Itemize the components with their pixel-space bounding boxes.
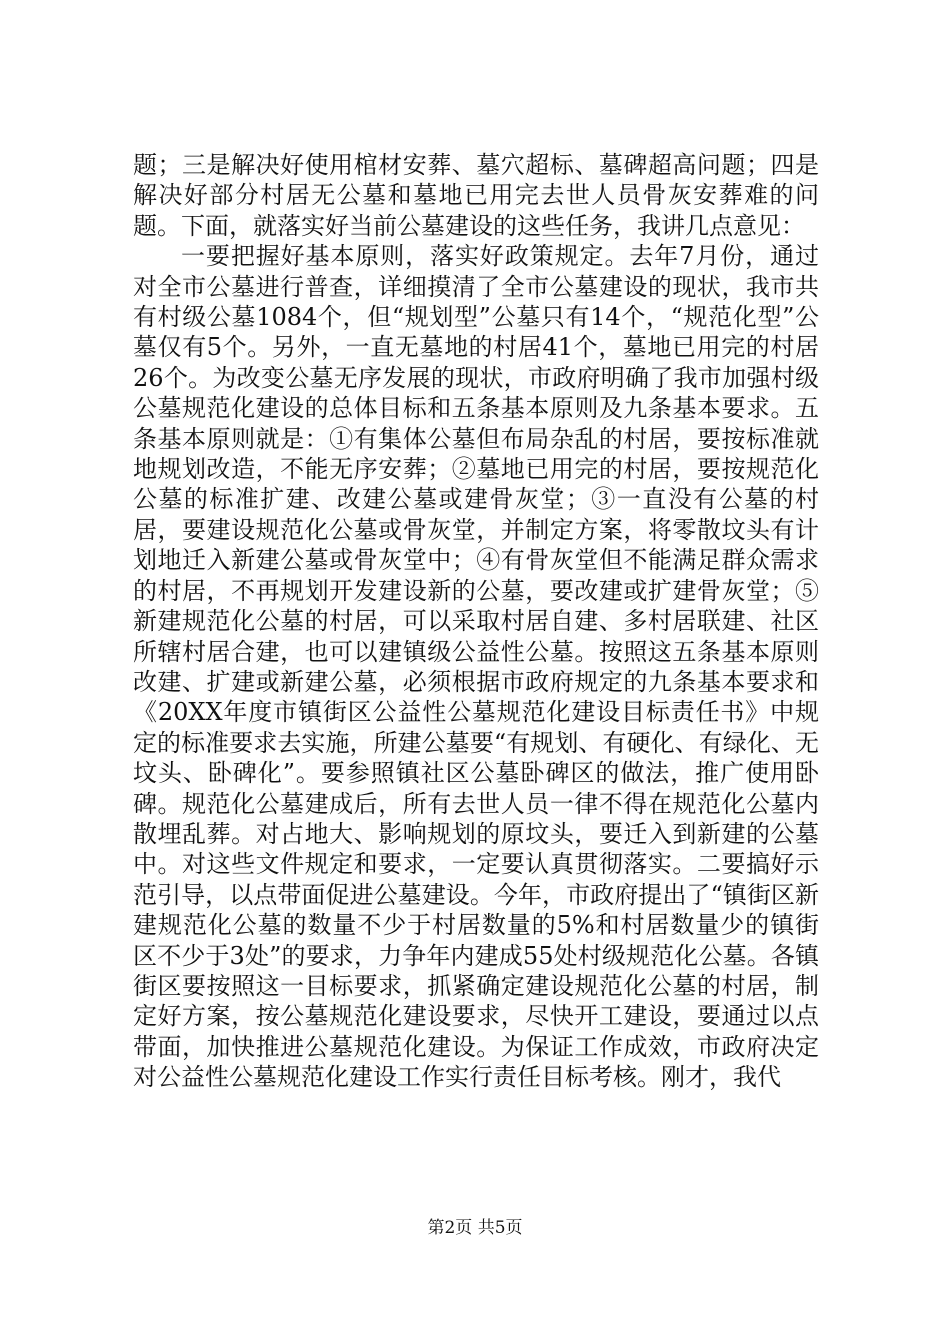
page-number-footer: 第2页 共5页: [427, 1218, 523, 1238]
paragraph-principles: 一要把握好基本原则，落实好政策规定。去年7月份，通过对全市公墓进行普查，详细摸清了全市公墓建设的现状，我市共有村级公墓1084个，但“规划型”公墓只有14个，“规范化型”公墓仅有5个。另外，一直无墓地的村居41个，墓地已用完的村居26个。为改变公墓无序发展的现状，市政府明确了我市加强村级公墓规范化建设的总体目标和五条基本原则及九条基本要求。五条基本原则就是：①有集体公墓但布局杂乱的村居，要按标准就地规划改造，不能无序安葬；②墓地已用完的村居，要按规范化公墓的标准扩建、改建公墓或建骨灰堂；③一直没有公墓的村居，要建设规范化公墓或骨灰堂，并制定方案，将零散坟头有计划地迁入新建公墓或骨灰堂中；④有骨灰堂但不能满足群众需求的村居，不再规划开发建设新的公墓，要改建或扩建骨灰堂；⑤新建规范化公墓的村居，可以采取村居自建、多村居联建、社区所辖村居合建，也可以建镇级公益性公墓。按照这五条基本原则改建、扩建或新建公墓，必须根据市政府规定的九条基本要求和《20XX年度市镇街区公益性公墓规范化建设目标责任书》中规定的标准要求去实施，所建公墓要“有规划、有硬化、有绿化、无坟头、卧碑化”。要参照镇社区公墓卧碑区的做法，推广使用卧碑。规范化公墓建成后，所有去世人员一律不得在规范化公墓内散埋乱葬。对占地大、影响规划的原坟头，要迁入到新建的公墓中。对这些文件规定和要求，一定要认真贯彻落实。二要搞好示范引导，以点带面促进公墓建设。今年，市政府提出了“镇街区新建规范化公墓的数量不少于村居数量的5%和村居数量少的镇街区不少于3处”的要求，力争年内建成55处村级规范化公墓。各镇街区要按照这一目标要求，抓紧确定建设规范化公墓的村居，制定好方案，按公墓规范化建设要求，尽快开工建设，要通过以点带面，加快推进公墓规范化建设。为保证工作成效，市政府决定对公益性公墓规范化建设工作实行责任目标考核。刚才，我代: [133, 242, 819, 1092]
paragraph-continued: 题；三是解决好使用棺材安葬、墓穴超标、墓碑超高问题；四是解决好部分村居无公墓和墓地已用完去世人员骨灰安葬难的问题。下面，就落实好当前公墓建设的这些任务，我讲几点意见：: [133, 151, 819, 240]
document-body: [133, 150, 819, 1093]
